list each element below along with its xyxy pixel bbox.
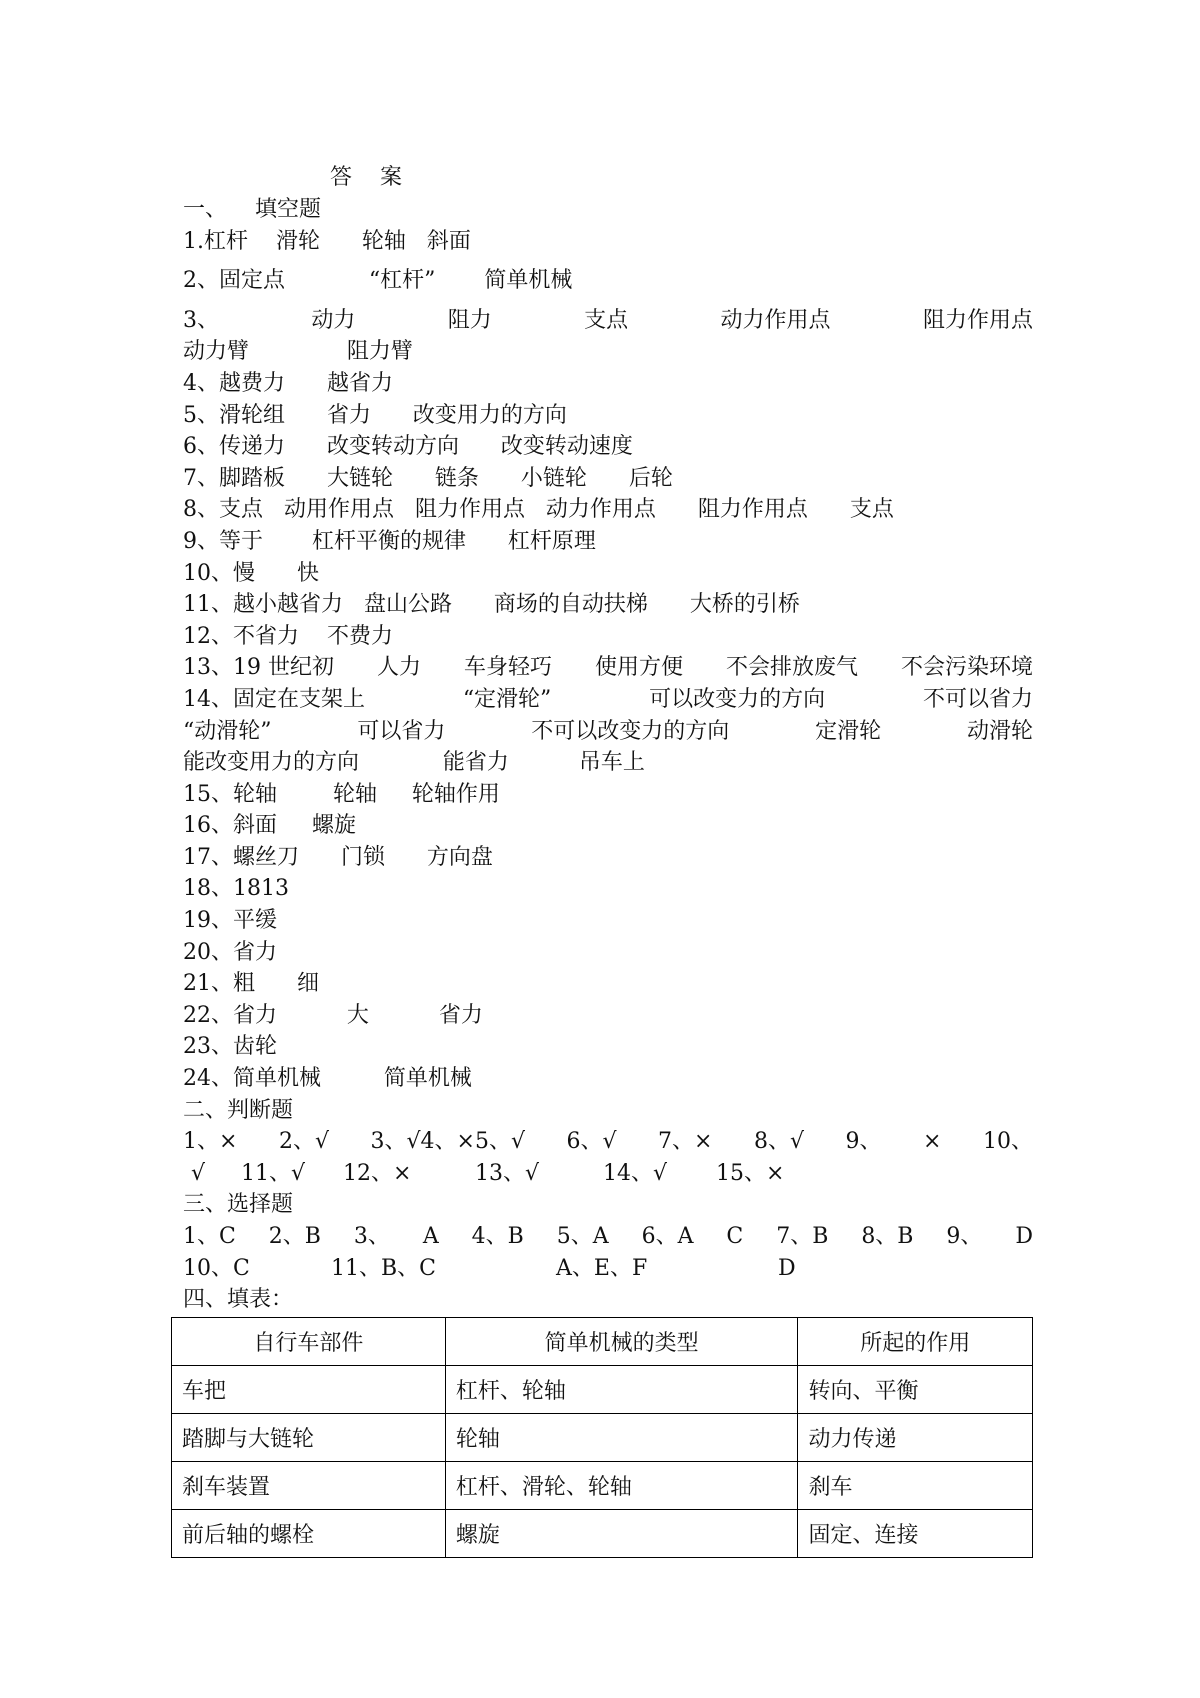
table-cell: 螺旋 xyxy=(445,1510,798,1558)
table-cell: 刹车 xyxy=(798,1462,1033,1510)
answer-line: 12、不省力 不费力 xyxy=(183,623,393,649)
answer-fragment: 10、 xyxy=(983,1129,1033,1155)
column-header: 自行车部件 xyxy=(172,1318,446,1366)
answer-line: 2、固定点 “杠杆” 简单机械 xyxy=(183,268,573,294)
table-row xyxy=(172,1462,1033,1510)
answer-fragment: 7、× xyxy=(658,1129,713,1155)
page-title: 答 案 xyxy=(330,165,402,190)
answer-fragment: 15、× xyxy=(716,1160,785,1186)
answer-line: 24、简单机械 简单机械 xyxy=(183,1066,472,1092)
answer-fragment: 8、B xyxy=(861,1224,914,1249)
table-row xyxy=(172,1414,1033,1462)
answer-line: 4、越费力 越省力 xyxy=(183,370,393,396)
answer-line: 23、齿轮 xyxy=(183,1034,277,1060)
answer-fragment: 11、√ xyxy=(241,1160,306,1186)
table-cell: 踏脚与大链轮 xyxy=(172,1414,446,1462)
table-cell: 杠杆、轮轴 xyxy=(445,1366,798,1414)
answer-fragment: 6、√ xyxy=(566,1129,617,1155)
answer-fragment: 动滑轮 xyxy=(966,718,1033,744)
answer-fragment: 不会污染环境 xyxy=(900,655,1033,681)
answer-line-justified xyxy=(183,684,1033,716)
answer-fragment: 2、B xyxy=(268,1224,321,1249)
answer-line: 20、省力 xyxy=(183,939,277,965)
answer-fragment: D xyxy=(1015,1224,1033,1249)
answer-fragment: 14、固定在支架上 xyxy=(183,686,365,712)
column-header: 所起的作用 xyxy=(798,1318,1033,1366)
answer-line: 5、滑轮组 省力 改变用力的方向 xyxy=(183,402,567,428)
answer-fragment: 7、B xyxy=(776,1224,829,1249)
answer-line: 16、斜面 螺旋 xyxy=(183,813,356,839)
answer-fragment: 支点 xyxy=(584,307,629,333)
answer-line-justified xyxy=(183,652,1033,684)
answer-line-justified xyxy=(183,305,1033,337)
answer-fragment: 3、 xyxy=(183,307,219,333)
answer-fragment: 2、√ xyxy=(278,1129,329,1155)
answer-line: 22、省力 大 省力 xyxy=(183,1002,483,1028)
answer-fragment: 3、√4、×5、√ xyxy=(370,1129,525,1155)
answer-fragment: 9、 xyxy=(946,1224,983,1249)
judge-answers-line xyxy=(183,1158,1033,1190)
answer-line: 10、慢 快 xyxy=(183,560,319,586)
answer-line: 15、轮轴 轮轴 轮轴作用 xyxy=(183,781,500,807)
column-header: 简单机械的类型 xyxy=(445,1318,798,1366)
answer-fragment: 13、√ xyxy=(475,1160,540,1186)
answer-fragment: 可以省力 xyxy=(357,718,446,744)
table-row xyxy=(172,1510,1033,1558)
answer-line: 19、平缓 xyxy=(183,908,277,934)
table-cell: 轮轴 xyxy=(445,1414,798,1462)
judge-answers-line xyxy=(183,1126,1033,1158)
table-cell: 动力传递 xyxy=(798,1414,1033,1462)
answer-line: 17、螺丝刀 门锁 方向盘 xyxy=(183,844,493,870)
answer-fragment: 12、× xyxy=(343,1160,412,1186)
answer-fragment: 人力 xyxy=(376,655,421,681)
answer-line-justified xyxy=(183,716,1033,748)
answer-fragment: 13、19 世纪初 xyxy=(183,655,334,681)
answer-fragment: D xyxy=(778,1255,796,1281)
answer-fragment: 8、√ xyxy=(753,1129,805,1155)
answer-fragment: 3、 xyxy=(353,1224,390,1249)
section-heading-table: 四、填表： xyxy=(183,1287,294,1313)
answer-content xyxy=(183,194,1033,1316)
answer-line: 7、脚踏板 大链轮 链条 小链轮 后轮 xyxy=(183,465,673,491)
answer-fragment: 可以改变力的方向 xyxy=(649,686,826,712)
choice-answers-line xyxy=(183,1253,1033,1285)
answer-line: 1.杠杆 滑轮 轮轴 斜面 xyxy=(183,228,471,254)
answer-fragment: × xyxy=(923,1129,942,1155)
answer-fragment: 动力 xyxy=(311,307,356,333)
table-cell: 转向、平衡 xyxy=(798,1366,1033,1414)
answer-fragment: 阻力 xyxy=(447,307,492,333)
section-heading-fill-blank: 一、 填空题 xyxy=(183,197,321,222)
answer-fragment: 1、C xyxy=(183,1224,236,1249)
answer-fragment: 11、B、C xyxy=(331,1255,436,1281)
answer-line: 18、1813 xyxy=(183,876,289,902)
answer-fragment: 定滑轮 xyxy=(815,718,882,744)
answer-fragment: “定滑轮” xyxy=(462,686,552,712)
answer-fragment: 不可以省力 xyxy=(922,686,1033,712)
answer-fragment: 9、 xyxy=(845,1129,882,1155)
answer-fragment: √ xyxy=(191,1160,206,1186)
answer-fragment: 10、C xyxy=(183,1255,250,1281)
answer-line: 8、支点 动用作用点 阻力作用点 动力作用点 阻力作用点 支点 xyxy=(183,497,894,523)
table-row xyxy=(172,1366,1033,1414)
answer-fragment: C xyxy=(726,1224,744,1249)
answer-fragment: 不可以改变力的方向 xyxy=(531,718,730,744)
answer-fragment: 14、√ xyxy=(603,1160,668,1186)
answer-fragment: 车身轻巧 xyxy=(463,655,552,681)
table-cell: 前后轴的螺栓 xyxy=(172,1510,446,1558)
section-heading-choice: 三、选择题 xyxy=(183,1192,294,1218)
answer-fragment: 5、A xyxy=(556,1224,609,1249)
answer-fragment: 不会排放废气 xyxy=(725,655,858,681)
answer-line: 能改变用力的方向 能省力 吊车上 xyxy=(183,750,645,776)
section-heading-judge: 二、判断题 xyxy=(183,1097,294,1123)
answer-line: 9、等于 杠杆平衡的规律 杠杆原理 xyxy=(183,528,596,554)
answer-line: 11、越小越省力 盘山公路 商场的自动扶梯 大桥的引桥 xyxy=(183,592,800,618)
answer-line: 21、粗 细 xyxy=(183,971,319,997)
answer-fragment: 6、A xyxy=(641,1224,694,1249)
table-cell: 杠杆、滑轮、轮轴 xyxy=(445,1462,798,1510)
table-cell: 固定、连接 xyxy=(798,1510,1033,1558)
answer-fragment: 使用方便 xyxy=(594,655,683,681)
answer-fragment: 1、× xyxy=(183,1129,238,1155)
bike-parts-table xyxy=(171,1317,1033,1558)
answer-line: 动力臂 阻力臂 xyxy=(183,339,413,365)
table-cell: 车把 xyxy=(172,1366,446,1414)
answer-fragment: “动滑轮” xyxy=(183,718,272,744)
answer-fragment: A xyxy=(422,1224,439,1249)
answer-line: 6、传递力 改变转动方向 改变转动速度 xyxy=(183,434,633,460)
table-header-row xyxy=(172,1318,1033,1366)
choice-answers-line xyxy=(183,1221,1033,1253)
answer-fragment: 阻力作用点 xyxy=(922,307,1033,333)
table-cell: 刹车装置 xyxy=(172,1462,446,1510)
answer-fragment: A、E、F xyxy=(556,1255,648,1281)
answer-fragment: 4、B xyxy=(471,1224,524,1249)
answer-fragment: 动力作用点 xyxy=(720,307,831,333)
